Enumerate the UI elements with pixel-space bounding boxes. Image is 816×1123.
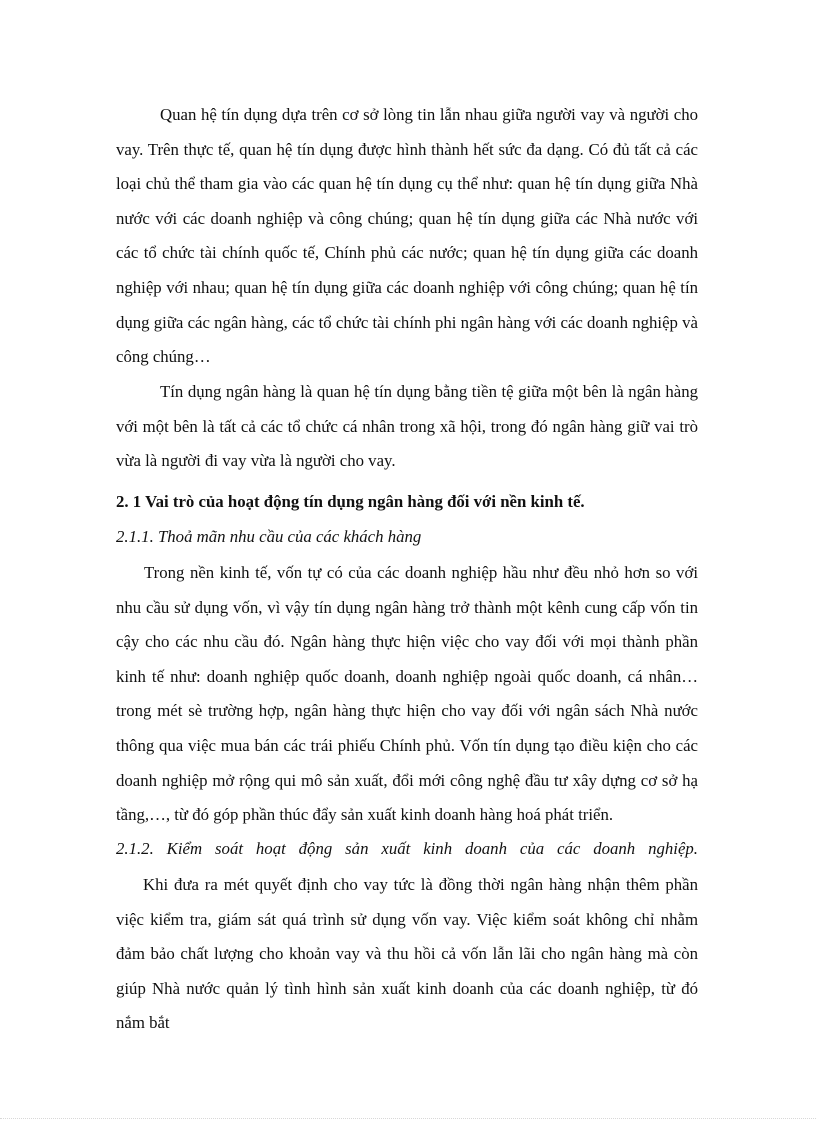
paragraph-bank-credit-definition: Tín dụng ngân hàng là quan hệ tín dụng bằng tiền tệ giữa một bên là ngân hàng với một bên là tất cả các tổ chức cá nhân trong xã hội, trong đó ngân hàng giữ vai trò vừa là người đi vay vừa là người cho vay. (116, 382, 698, 471)
paragraph-business-control: Khi đưa ra mét quyết định cho vay tức là đồng thời ngân hàng nhận thêm phần việc kiểm tra, giám sát quá trình sử dụng vốn vay. Việc kiểm soát không chỉ nhằm đảm bảo chất lượng cho khoản vay và thu hồi cả vốn lẫn lãi cho ngân hàng mà còn giúp Nhà nước quản lý tình hình sản xuất kinh doanh của các doanh nghiệp, từ đó nắm bắt (116, 875, 698, 1033)
section-heading: 2. 1 Vai trò của hoạt động tín dụng ngân hàng đối với nền kinh tế. (116, 492, 585, 511)
paragraph-customer-needs: Trong nền kinh tế, vốn tự có của các doanh nghiệp hầu như đều nhỏ hơn so với nhu cầu sử dụng vốn, vì vậy tín dụng ngân hàng trở thành một kênh cung cấp vốn tin cậy cho các nhu cầu đó. Ngân hàng thực hiện việc cho vay đối với mọi thành phần kinh tế như: doanh nghiệp quốc doanh, doanh nghiệp ngoài quốc doanh, cá nhân… trong mét sè trường hợp, ngân hàng thực hiện cho vay đối với ngân sách Nhà nước thông qua việc mua bán các trái phiếu Chính phủ. Vốn tín dụng tạo điều kiện cho các doanh nghiệp mở rộng qui mô sản xuất, đổi mới công nghệ đầu tư xây dựng cơ sở hạ tầng,…, từ đó góp phần thúc đẩy sản xuất kinh doanh hàng hoá phát triển. (116, 563, 698, 825)
paragraph-credit-relations: Quan hệ tín dụng dựa trên cơ sở lòng tin lẫn nhau giữa người vay và người cho vay. Trên thực tế, quan hệ tín dụng được hình thành hết sức đa dạng. Có đủ tất cả các loại chủ thể tham gia vào các quan hệ tín dụng cụ thể như: quan hệ tín dụng giữa Nhà nước với các doanh nghiệp và công chúng; quan hệ tín dụng giữa các Nhà nước với các tổ chức tài chính quốc tế, Chính phủ các nước; quan hệ tín dụng giữa các doanh nghiệp với nhau; quan hệ tín dụng giữa các doanh nghiệp với công chúng; quan hệ tín dụng giữa các ngân hàng, các tổ chức tài chính phi ngân hàng với các doanh nghiệp và công chúng… (116, 105, 698, 367)
page-bottom-divider (0, 1118, 816, 1119)
subsection-heading-2-1-1: 2.1.1. Thoả mãn nhu cầu của các khách hàng (116, 527, 422, 546)
subsection-heading-2-1-2: 2.1.2. Kiểm soát hoạt động sản xuất kinh doanh của các doanh nghiệp. (116, 839, 698, 858)
